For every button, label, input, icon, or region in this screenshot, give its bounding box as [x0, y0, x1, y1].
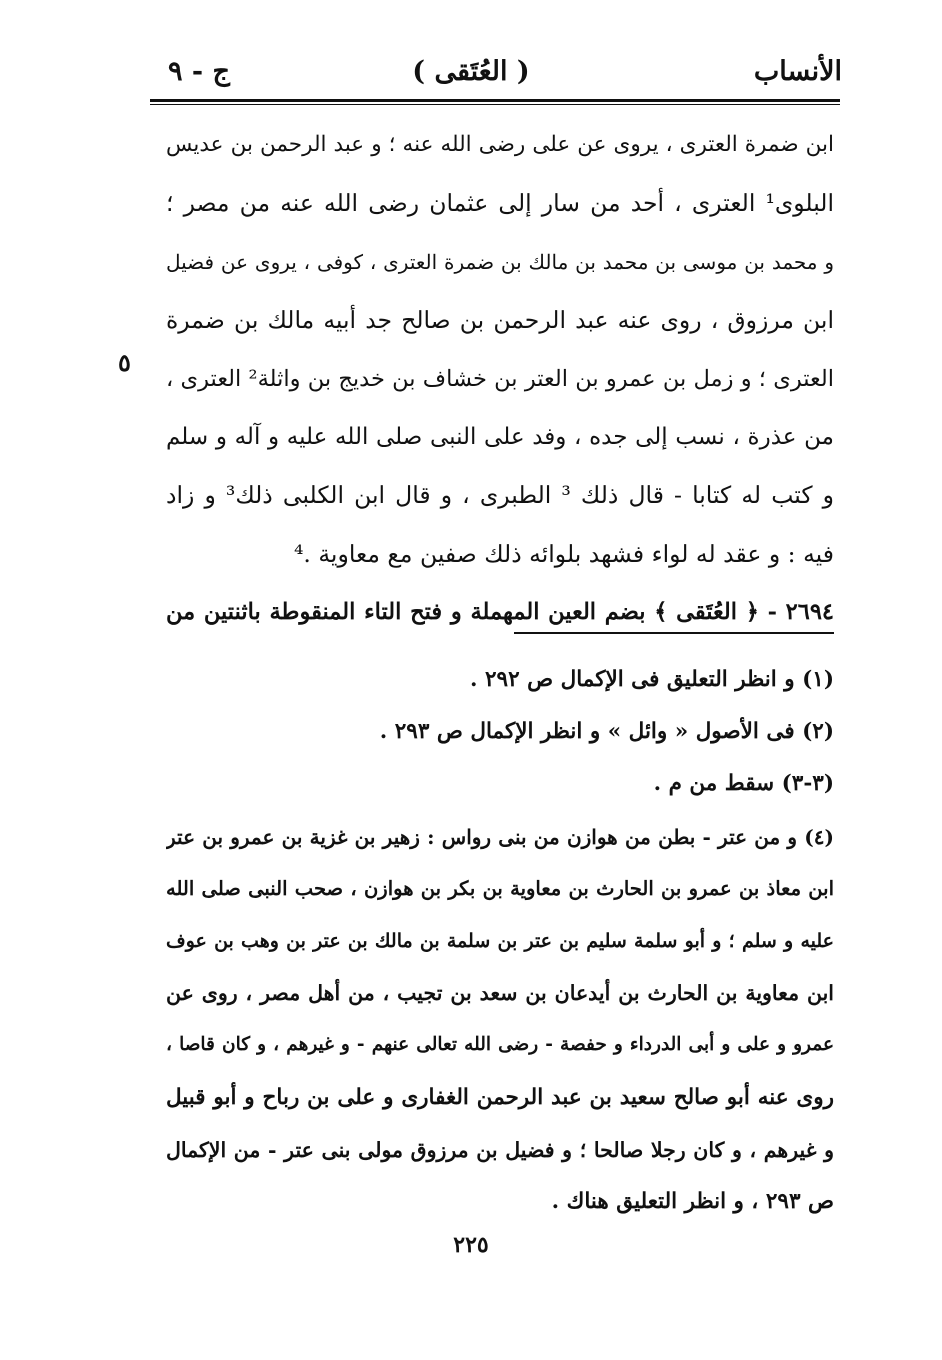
header-rule-thin: [150, 104, 840, 105]
volume-number: ج - ٩: [168, 56, 230, 87]
footnote-line: عليه و سلم ؛ و أبو سلمة سليم بن عتر بن سلمة بن مالك بن عتر بن وهب بن عوف: [166, 929, 834, 952]
footnote-line: و غيرهم ، و كان رجلا صالحا ؛ و فضيل بن مرزوق مولى بنى عتر - من الإكمال: [166, 1137, 834, 1162]
entry-heading-line: ٢٦٩٤ - ﴿ العُتَقى ﴾ بضم العين المهملة و فتح التاء المنقوطة باثنتين من: [166, 599, 834, 626]
text-line: ابن مرزوق ، روى عنه عبد الرحمن بن صالح جد أبيه مالك بن ضمرة: [166, 306, 834, 335]
main-text: [166, 116, 834, 642]
footnote: (٤) و من عتر - بطن من هوازن من بنى رواس : زهير بن غزية بن عمرو بن عتر: [166, 824, 834, 849]
text-line: و كتب له كتابا - قال ذلك ³ الطبرى ، و قال ابن الكلبى ذلك³ و زاد: [166, 481, 834, 510]
text-line: و محمد بن موسى بن محمد بن مالك بن ضمرة العترى ، كوفى ، يروى عن فضيل: [166, 249, 834, 274]
page-number: ٢٢٥: [453, 1232, 489, 1258]
footnotes: [166, 654, 834, 1228]
footnote: (٢) فى الأصول « وائل » و انظر الإكمال ص ٢٩٣ .: [379, 719, 834, 745]
text-line: ابن ضمرة العترى ، يروى عن على رضى الله عنه ؛ و عبد الرحمن بن عديس: [166, 132, 834, 157]
line-number-marker: ٥: [118, 348, 131, 377]
text-line: العترى ؛ و زمل بن عمرو بن العتر بن خشاف بن خديج بن واثلة² العترى ،: [166, 365, 834, 392]
text-line: من عذرة ، نسب إلى جده ، وفد على النبى صلى الله عليه و آله و سلم: [166, 423, 834, 450]
footnote-line: ابن معاذ بن عمرو بن الحارث بن معاوية بن بكر بن هوازن ، صحب النبى صلى الله: [166, 876, 834, 900]
footnote-line: ص ٢٩٣ ، و انظر التعليق هناك .: [551, 1188, 834, 1214]
footnote: (١) و انظر التعليق فى الإكمال ص ٢٩٢ .: [470, 667, 834, 692]
footnote-line: روى عنه أبو صالح سعيد بن عبد الرحمن الغفارى و على بن رباح و أبو قبيل: [166, 1084, 834, 1110]
running-header-section: الأنساب: [753, 56, 842, 87]
footnote-line: عمرو و على و أبى الدرداء و حفصة - رضى الله تعالى عنهم - و غيرهم ، و كان قاصا ،: [166, 1034, 834, 1056]
text-line: فيه : و عقد له لواء فشهد بلوائه ذلك صفين مع معاوية .⁴: [293, 539, 834, 568]
footnote-separator: [514, 632, 834, 634]
running-header-entry: ( العُتَقى ): [412, 56, 530, 87]
header-rule-thick: [150, 99, 840, 102]
footnote-line: ابن معاوية بن الحارث بن أيدعان بن سعد بن تجيب ، من أهل مصر ، روى عن: [166, 981, 834, 1006]
footnote: (٣-٣) سقط من م .: [653, 771, 834, 797]
text-line: البلوى¹ العترى ، أحد من سار إلى عثمان رضى الله عنه من مصر ؛: [166, 189, 834, 218]
